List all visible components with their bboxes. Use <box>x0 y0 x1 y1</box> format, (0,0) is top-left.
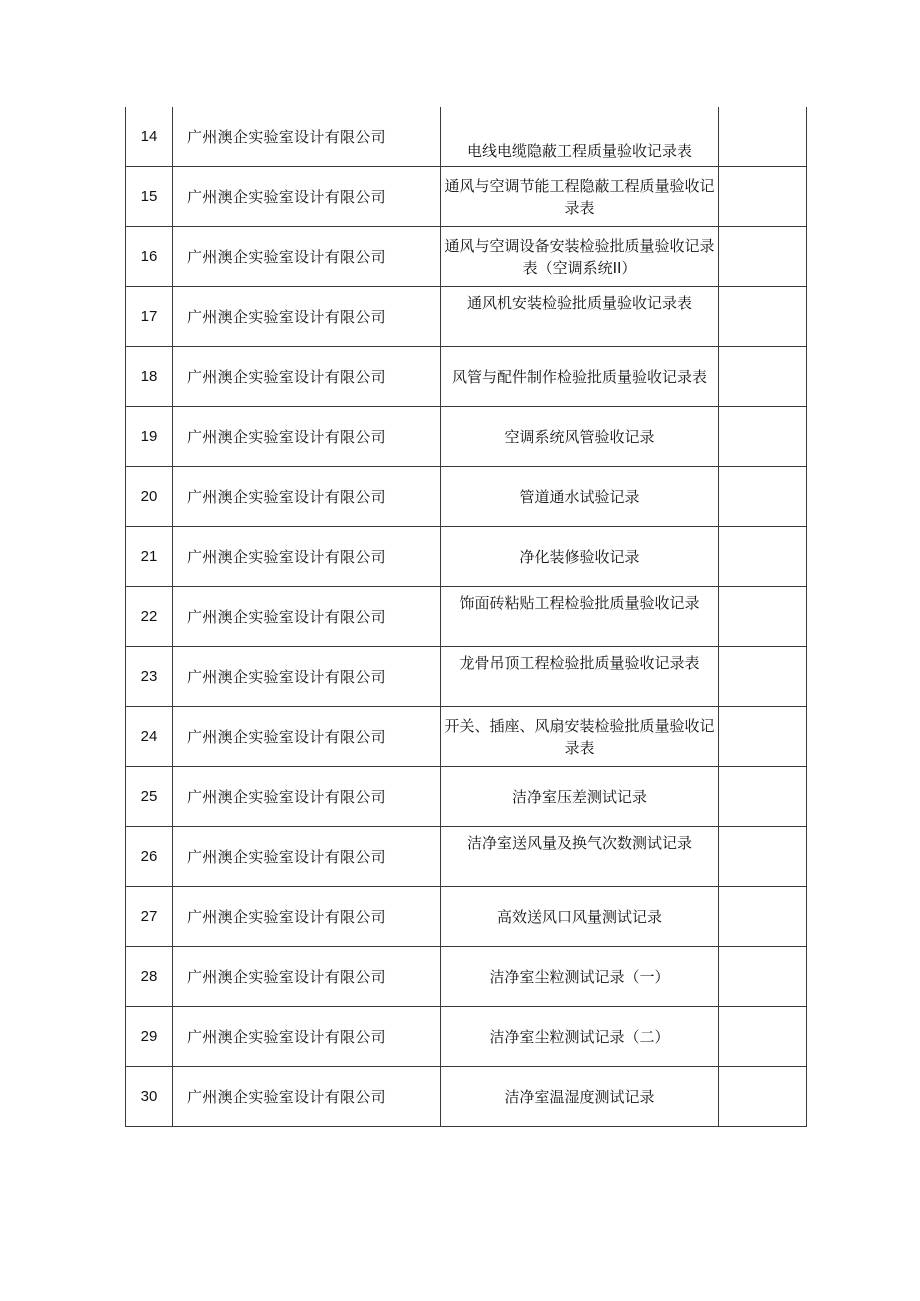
record-title <box>441 287 719 347</box>
record-title-text: 饰面砖粘贴工程检验批质量验收记录 <box>459 594 700 612</box>
table-row <box>126 467 807 527</box>
record-title-text: 洁净室尘粒测试记录（二） <box>489 1027 670 1046</box>
record-title-text: 管道通水试验记录 <box>519 487 640 506</box>
record-title-text: 龙骨吊顶工程检验批质量验收记录表 <box>459 654 700 672</box>
row-number: 24 <box>126 707 173 767</box>
record-title <box>441 347 719 407</box>
record-title-text: 通风与空调设备安装检验批质量验收记录表（空调系统II） <box>444 236 715 277</box>
table-row <box>126 767 807 827</box>
table-row <box>126 527 807 587</box>
remark-cell <box>719 947 807 1007</box>
row-number: 18 <box>126 347 173 407</box>
record-title-text: 洁净室送风量及换气次数测试记录 <box>466 834 692 852</box>
company-name: 广州澳企实验室设计有限公司 <box>173 647 441 707</box>
table-row <box>126 287 807 347</box>
table-row <box>126 1067 807 1127</box>
remark-cell <box>719 167 807 227</box>
table-row <box>126 227 807 287</box>
company-name: 广州澳企实验室设计有限公司 <box>173 227 441 287</box>
remark-cell <box>719 347 807 407</box>
company-name: 广州澳企实验室设计有限公司 <box>173 107 441 167</box>
company-name: 广州澳企实验室设计有限公司 <box>173 1007 441 1067</box>
records-table <box>125 107 807 1127</box>
record-title-text: 风管与配件制作检验批质量验收记录表 <box>451 367 707 386</box>
table-row <box>126 407 807 467</box>
record-title <box>441 527 719 587</box>
table-row <box>126 107 807 167</box>
remark-cell <box>719 887 807 947</box>
record-title-text: 洁净室压差测试记录 <box>511 787 647 806</box>
record-title-text: 通风机安装检验批质量验收记录表 <box>466 294 692 312</box>
company-name: 广州澳企实验室设计有限公司 <box>173 347 441 407</box>
table-row <box>126 347 807 407</box>
row-number: 29 <box>126 1007 173 1067</box>
table-row <box>126 827 807 887</box>
record-title <box>441 1007 719 1067</box>
record-title <box>441 107 719 167</box>
record-title <box>441 587 719 647</box>
record-title <box>441 467 719 527</box>
remark-cell <box>719 647 807 707</box>
company-name: 广州澳企实验室设计有限公司 <box>173 407 441 467</box>
row-number: 23 <box>126 647 173 707</box>
company-name: 广州澳企实验室设计有限公司 <box>173 167 441 227</box>
row-number: 19 <box>126 407 173 467</box>
row-number: 30 <box>126 1067 173 1127</box>
record-title-text: 通风与空调节能工程隐蔽工程质量验收记录表 <box>444 176 715 217</box>
table-row <box>126 887 807 947</box>
record-title-text: 高效送风口风量测试记录 <box>496 907 662 926</box>
record-title-text: 空调系统风管验收记录 <box>504 427 655 446</box>
record-title <box>441 887 719 947</box>
remark-cell <box>719 407 807 467</box>
record-title-text: 洁净室温湿度测试记录 <box>504 1087 655 1106</box>
company-name: 广州澳企实验室设计有限公司 <box>173 527 441 587</box>
record-title-text: 洁净室尘粒测试记录（一） <box>489 967 670 986</box>
record-title <box>441 1067 719 1127</box>
company-name: 广州澳企实验室设计有限公司 <box>173 767 441 827</box>
remark-cell <box>719 1007 807 1067</box>
record-title-text: 开关、插座、风扇安装检验批质量验收记录表 <box>444 716 715 757</box>
row-number: 25 <box>126 767 173 827</box>
remark-cell <box>719 1067 807 1127</box>
table-row <box>126 167 807 227</box>
remark-cell <box>719 527 807 587</box>
row-number: 20 <box>126 467 173 527</box>
remark-cell <box>719 227 807 287</box>
row-number: 28 <box>126 947 173 1007</box>
company-name: 广州澳企实验室设计有限公司 <box>173 947 441 1007</box>
company-name: 广州澳企实验室设计有限公司 <box>173 287 441 347</box>
row-number: 22 <box>126 587 173 647</box>
record-title <box>441 947 719 1007</box>
remark-cell <box>719 467 807 527</box>
company-name: 广州澳企实验室设计有限公司 <box>173 587 441 647</box>
remark-cell <box>719 767 807 827</box>
record-title-text: 电线电缆隐蔽工程质量验收记录表 <box>466 142 692 160</box>
company-name: 广州澳企实验室设计有限公司 <box>173 887 441 947</box>
company-name: 广州澳企实验室设计有限公司 <box>173 1067 441 1127</box>
remark-cell <box>719 827 807 887</box>
row-number: 15 <box>126 167 173 227</box>
record-title-text: 净化装修验收记录 <box>519 547 640 566</box>
record-title <box>441 407 719 467</box>
remark-cell <box>719 707 807 767</box>
company-name: 广州澳企实验室设计有限公司 <box>173 707 441 767</box>
row-number: 26 <box>126 827 173 887</box>
table-row <box>126 647 807 707</box>
table-row <box>126 587 807 647</box>
remark-cell <box>719 107 807 167</box>
table-row <box>126 707 807 767</box>
remark-cell <box>719 287 807 347</box>
table-row <box>126 947 807 1007</box>
row-number: 16 <box>126 227 173 287</box>
record-title <box>441 707 719 767</box>
company-name: 广州澳企实验室设计有限公司 <box>173 827 441 887</box>
record-title <box>441 167 719 227</box>
table-row <box>126 1007 807 1067</box>
row-number: 17 <box>126 287 173 347</box>
remark-cell <box>719 587 807 647</box>
company-name: 广州澳企实验室设计有限公司 <box>173 467 441 527</box>
row-number: 21 <box>126 527 173 587</box>
row-number: 27 <box>126 887 173 947</box>
record-title <box>441 647 719 707</box>
record-title <box>441 827 719 887</box>
row-number: 14 <box>126 107 173 167</box>
record-title <box>441 227 719 287</box>
record-title <box>441 767 719 827</box>
